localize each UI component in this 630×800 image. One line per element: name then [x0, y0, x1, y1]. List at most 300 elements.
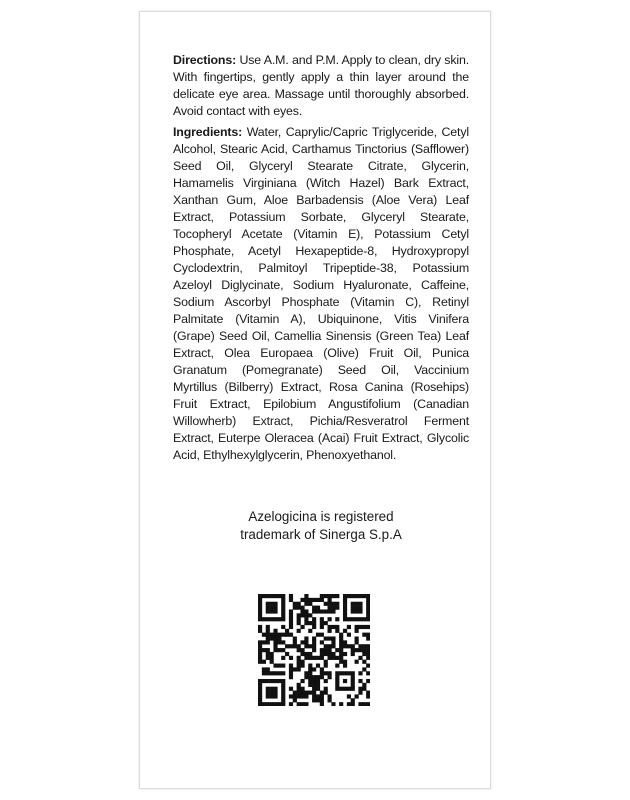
- qr-module: [304, 702, 308, 706]
- qr-module: [335, 625, 339, 629]
- qr-module: [347, 617, 351, 621]
- qr-module: [297, 629, 301, 633]
- qr-module: [320, 694, 324, 698]
- qr-module: [270, 633, 274, 637]
- qr-module: [266, 694, 270, 698]
- qr-module: [312, 644, 316, 648]
- qr-module: [312, 687, 316, 691]
- qr-module: [270, 609, 274, 613]
- qr-module: [343, 652, 347, 656]
- qr-module: [328, 636, 332, 640]
- qr-module: [304, 621, 308, 625]
- qr-module: [347, 594, 351, 598]
- qr-module: [277, 617, 281, 621]
- qr-module: [324, 652, 328, 656]
- qr-module: [297, 664, 301, 668]
- qr-module: [366, 648, 370, 652]
- qr-module: [335, 671, 339, 675]
- qr-module: [258, 648, 262, 652]
- qr-module: [358, 656, 362, 660]
- qr-module: [339, 652, 343, 656]
- trademark-notice: [173, 508, 469, 544]
- qr-module: [308, 629, 312, 633]
- qr-module: [366, 594, 370, 598]
- qr-module: [270, 679, 274, 683]
- qr-module: [304, 617, 308, 621]
- qr-module: [297, 648, 301, 652]
- qr-module: [300, 648, 304, 652]
- qr-module: [270, 617, 274, 621]
- qr-module: [270, 694, 274, 698]
- qr-module: [258, 683, 262, 687]
- qr-module: [277, 664, 281, 668]
- qr-module: [362, 644, 366, 648]
- qr-module: [273, 594, 277, 598]
- qr-module: [320, 691, 324, 695]
- qr-module: [277, 702, 281, 706]
- qr-module: [289, 613, 293, 617]
- qr-module: [281, 691, 285, 695]
- qr-module: [281, 606, 285, 610]
- qr-module: [258, 598, 262, 602]
- qr-module: [324, 636, 328, 640]
- qr-module: [316, 606, 320, 610]
- qr-module: [258, 652, 262, 656]
- qr-module: [316, 679, 320, 683]
- qr-module: [351, 606, 355, 610]
- qr-module: [289, 617, 293, 621]
- qr-module: [289, 702, 293, 706]
- qr-module: [366, 606, 370, 610]
- qr-module: [324, 594, 328, 598]
- qr-module: [258, 606, 262, 610]
- qr-module: [351, 609, 355, 613]
- qr-module: [285, 629, 289, 633]
- qr-module: [355, 629, 359, 633]
- qr-module: [351, 687, 355, 691]
- qr-module: [355, 694, 359, 698]
- qr-module: [343, 640, 347, 644]
- qr-module: [366, 644, 370, 648]
- qr-module: [308, 667, 312, 671]
- qr-module: [339, 687, 343, 691]
- qr-module: [273, 640, 277, 644]
- qr-module: [320, 640, 324, 644]
- qr-module: [297, 613, 301, 617]
- qr-module: [351, 675, 355, 679]
- qr-module: [300, 625, 304, 629]
- qr-module: [343, 617, 347, 621]
- qr-module: [308, 671, 312, 675]
- qr-module: [277, 594, 281, 598]
- qr-module: [366, 613, 370, 617]
- qr-module: [262, 617, 266, 621]
- qr-module: [312, 675, 316, 679]
- qr-module: [289, 621, 293, 625]
- ingredients-text: Water, Caprylic/Capric Triglyceride, Cetyl Alcohol, Stearic Acid, Carthamus Tinctorius (Safflower) Seed Oil, Glyceryl Stearate Citrate, Glycerin, Hamamelis Virginiana (Witch Hazel) Bark Extract, Xanthan Gum, Aloe Barbadensis (Aloe Vera) Leaf Extract, Potassium Sorbate, Glyceryl Stearate, Tocopheryl Acetate (Vitamin E), Potassium Cetyl Phosphate, Acetyl Hexapeptide-8, Hydroxypropyl Cyclodextrin, Palmitoyl Tripeptide-38, Potassium Azeloyl Diglycinate, Sodium Hyaluronate, Caffeine, Sodium Ascorbyl Phosphate (Vitamin C), Retinyl Palmitate (Vitamin A), Ubiquinone, Vitis Vinifera (Grape) Seed Oil, Camellia Sinensis (Green Tea) Leaf Extract, Olea Europaea (Olive) Fruit Oil, Punica Granatum (Pomegranate) Seed Oil, Vaccinium Myrtillus (Bilberry) Extract, Rosa Canina (Rosehips) Fruit Extract, Epilobium Angustifolium (Canadian Willowherb) Extract, Pichia/Resveratrol Ferment Extract, Euterpe Oleracea (Acai) Fruit Extract, Glycolic Acid, Ethylhexylglycerin, Phenoxyethanol.: [173, 125, 469, 462]
- qr-module: [362, 660, 366, 664]
- qr-module: [316, 664, 320, 668]
- qr-module: [366, 702, 370, 706]
- qr-module: [266, 633, 270, 637]
- qr-module: [339, 671, 343, 675]
- qr-module: [297, 687, 301, 691]
- qr-module: [328, 694, 332, 698]
- qr-module: [320, 656, 324, 660]
- qr-module: [312, 679, 316, 683]
- qr-module: [270, 602, 274, 606]
- trademark-line-1: Azelogicina is registered: [248, 509, 394, 524]
- qr-module: [266, 625, 270, 629]
- qr-module: [285, 644, 289, 648]
- qr-module: [312, 636, 316, 640]
- qr-module: [289, 598, 293, 602]
- qr-module: [281, 617, 285, 621]
- qr-module: [258, 660, 262, 664]
- qr-module: [358, 644, 362, 648]
- qr-module: [351, 698, 355, 702]
- qr-module: [266, 594, 270, 598]
- qr-module: [343, 606, 347, 610]
- qr-module: [281, 671, 285, 675]
- qr-module: [304, 594, 308, 598]
- qr-module: [266, 656, 270, 660]
- qr-module: [293, 667, 297, 671]
- qr-module: [366, 602, 370, 606]
- qr-module: [347, 687, 351, 691]
- qr-module: [312, 667, 316, 671]
- qr-module: [308, 656, 312, 660]
- qr-module: [355, 594, 359, 598]
- qr-module: [331, 606, 335, 610]
- qr-module: [343, 664, 347, 668]
- qr-module: [258, 617, 262, 621]
- qr-module: [293, 640, 297, 644]
- qr-module: [273, 664, 277, 668]
- qr-module: [304, 602, 308, 606]
- qr-module: [316, 656, 320, 660]
- qr-module: [262, 633, 266, 637]
- qr-module: [297, 644, 301, 648]
- qr-module: [343, 687, 347, 691]
- qr-module: [308, 621, 312, 625]
- qr-module: [355, 636, 359, 640]
- qr-module: [266, 636, 270, 640]
- qr-module: [358, 687, 362, 691]
- qr-module: [270, 636, 274, 640]
- qr-module: [312, 621, 316, 625]
- qr-module: [335, 679, 339, 683]
- qr-module: [300, 702, 304, 706]
- qr-module: [351, 671, 355, 675]
- qr-module: [328, 671, 332, 675]
- qr-module: [328, 602, 332, 606]
- qr-module: [347, 633, 351, 637]
- qr-module: [281, 683, 285, 687]
- qr-module: [293, 606, 297, 610]
- qr-module: [343, 660, 347, 664]
- qr-module: [358, 609, 362, 613]
- qr-module: [281, 633, 285, 637]
- qr-module: [362, 625, 366, 629]
- qr-module: [266, 702, 270, 706]
- qr-module: [270, 660, 274, 664]
- qr-module: [358, 671, 362, 675]
- qr-module: [258, 640, 262, 644]
- qr-module: [347, 671, 351, 675]
- qr-module: [297, 683, 301, 687]
- qr-module: [320, 698, 324, 702]
- qr-module: [273, 617, 277, 621]
- qr-module: [273, 679, 277, 683]
- qr-module: [273, 687, 277, 691]
- qr-module: [293, 698, 297, 702]
- qr-module: [281, 698, 285, 702]
- qr-module: [366, 609, 370, 613]
- qr-module: [366, 679, 370, 683]
- qr-module: [304, 671, 308, 675]
- qr-module: [320, 633, 324, 637]
- qr-module: [339, 644, 343, 648]
- qr-module: [355, 625, 359, 629]
- qr-module: [355, 640, 359, 644]
- qr-module: [281, 702, 285, 706]
- qr-module: [258, 594, 262, 598]
- qr-module: [351, 652, 355, 656]
- qr-module: [339, 633, 343, 637]
- qr-module: [355, 609, 359, 613]
- qr-module: [366, 617, 370, 621]
- qr-module: [266, 609, 270, 613]
- qr-module: [266, 606, 270, 610]
- qr-module: [331, 656, 335, 660]
- qr-module: [304, 644, 308, 648]
- qr-module: [355, 617, 359, 621]
- qr-module: [324, 679, 328, 683]
- qr-module: [362, 683, 366, 687]
- qr-module: [358, 679, 362, 683]
- qr-module: [320, 621, 324, 625]
- qr-module: [304, 609, 308, 613]
- qr-module: [266, 640, 270, 644]
- qr-module: [300, 606, 304, 610]
- qr-module: [273, 602, 277, 606]
- qr-module: [308, 675, 312, 679]
- qr-module: [273, 702, 277, 706]
- qr-module: [335, 629, 339, 633]
- qr-module: [328, 598, 332, 602]
- qr-module: [304, 656, 308, 660]
- qr-module: [262, 671, 266, 675]
- qr-module: [351, 683, 355, 687]
- qr-module: [258, 694, 262, 698]
- qr-module: [289, 675, 293, 679]
- qr-module: [331, 594, 335, 598]
- qr-module: [366, 652, 370, 656]
- qr-module: [366, 598, 370, 602]
- qr-module: [366, 636, 370, 640]
- qr-module: [312, 606, 316, 610]
- qr-module: [262, 648, 266, 652]
- qr-module: [293, 691, 297, 695]
- qr-module: [320, 702, 324, 706]
- qr-module: [328, 698, 332, 702]
- qr-module: [320, 625, 324, 629]
- qr-module: [324, 609, 328, 613]
- qr-module: [320, 609, 324, 613]
- qr-module: [266, 629, 270, 633]
- qr-module: [281, 609, 285, 613]
- qr-module: [304, 694, 308, 698]
- qr-module: [297, 606, 301, 610]
- qr-module: [316, 698, 320, 702]
- qr-module: [300, 598, 304, 602]
- ingredients-paragraph: [173, 124, 469, 464]
- qr-module: [297, 656, 301, 660]
- qr-module: [324, 687, 328, 691]
- qr-module: [266, 691, 270, 695]
- qr-module: [328, 648, 332, 652]
- qr-module: [355, 648, 359, 652]
- qr-module: [312, 625, 316, 629]
- qr-module: [362, 687, 366, 691]
- qr-module: [331, 625, 335, 629]
- qr-module: [273, 606, 277, 610]
- qr-module: [324, 644, 328, 648]
- qr-module: [266, 648, 270, 652]
- qr-module: [297, 691, 301, 695]
- qr-module: [316, 675, 320, 679]
- qr-module: [289, 687, 293, 691]
- qr-module: [343, 679, 347, 683]
- qr-module: [300, 609, 304, 613]
- qr-module: [335, 664, 339, 668]
- qr-module: [347, 625, 351, 629]
- qr-module: [324, 664, 328, 668]
- qr-module: [270, 671, 274, 675]
- qr-module: [328, 617, 332, 621]
- qr-module: [324, 648, 328, 652]
- qr-module: [266, 602, 270, 606]
- qr-module: [331, 652, 335, 656]
- qr-module: [351, 679, 355, 683]
- qr-module: [316, 633, 320, 637]
- qr-module: [281, 625, 285, 629]
- qr-module: [297, 602, 301, 606]
- qr-module: [289, 656, 293, 660]
- qr-module: [270, 691, 274, 695]
- qr-module: [289, 644, 293, 648]
- qr-module: [328, 675, 332, 679]
- qr-module: [339, 702, 343, 706]
- qr-module: [281, 613, 285, 617]
- qr-module: [343, 644, 347, 648]
- qr-module: [300, 660, 304, 664]
- qr-module: [316, 609, 320, 613]
- qr-module: [328, 629, 332, 633]
- qr-module: [347, 702, 351, 706]
- qr-module: [281, 640, 285, 644]
- qr-module: [339, 656, 343, 660]
- qr-module: [262, 660, 266, 664]
- qr-module: [343, 594, 347, 598]
- qr-module: [266, 679, 270, 683]
- qr-module: [277, 633, 281, 637]
- qr-module: [281, 598, 285, 602]
- qr-module: [335, 683, 339, 687]
- qr-module: [308, 683, 312, 687]
- qr-module: [316, 694, 320, 698]
- qr-module: [297, 660, 301, 664]
- qr-module: [347, 644, 351, 648]
- qr-module: [289, 664, 293, 668]
- qr-module: [262, 640, 266, 644]
- qr-module: [362, 702, 366, 706]
- qr-module: [328, 652, 332, 656]
- qr-module: [335, 606, 339, 610]
- directions-text: Use A.M. and P.M. Apply to clean, dry skin. With fingertips, gently apply a thin layer around the delicate eye area. Massage until thoroughly absorbed. Avoid contact with eyes.: [173, 53, 470, 118]
- qr-module: [320, 675, 324, 679]
- qr-module: [324, 602, 328, 606]
- qr-module: [258, 656, 262, 660]
- qr-module: [312, 648, 316, 652]
- qr-module: [297, 617, 301, 621]
- qr-module: [273, 648, 277, 652]
- qr-module: [335, 594, 339, 598]
- qr-module: [281, 687, 285, 691]
- qr-module: [270, 594, 274, 598]
- qr-module: [331, 636, 335, 640]
- qr-module: [308, 679, 312, 683]
- qr-module: [304, 598, 308, 602]
- qr-module: [324, 660, 328, 664]
- qr-module: [308, 664, 312, 668]
- qr-module: [308, 652, 312, 656]
- qr-module: [308, 613, 312, 617]
- qr-module: [273, 629, 277, 633]
- qr-module: [297, 621, 301, 625]
- qr-module: [273, 644, 277, 648]
- qr-module: [270, 702, 274, 706]
- qr-module: [328, 606, 332, 610]
- qr-module: [304, 652, 308, 656]
- qr-module: [273, 671, 277, 675]
- qr-module: [312, 694, 316, 698]
- qr-module: [366, 633, 370, 637]
- qr-module: [270, 652, 274, 656]
- qr-module: [262, 679, 266, 683]
- qr-module: [273, 636, 277, 640]
- qr-module: [324, 691, 328, 695]
- qr-module: [366, 694, 370, 698]
- qr-module: [300, 679, 304, 683]
- qr-module: [355, 606, 359, 610]
- qr-module: [343, 598, 347, 602]
- qr-module: [277, 636, 281, 640]
- directions-paragraph: [173, 52, 469, 120]
- qr-module: [328, 609, 332, 613]
- qr-module: [335, 648, 339, 652]
- qr-module: [328, 644, 332, 648]
- qr-module: [258, 687, 262, 691]
- qr-module: [281, 648, 285, 652]
- qr-module: [270, 687, 274, 691]
- qr-module: [289, 609, 293, 613]
- qr-module: [312, 617, 316, 621]
- qr-module: [339, 648, 343, 652]
- qr-module: [339, 636, 343, 640]
- qr-module: [258, 691, 262, 695]
